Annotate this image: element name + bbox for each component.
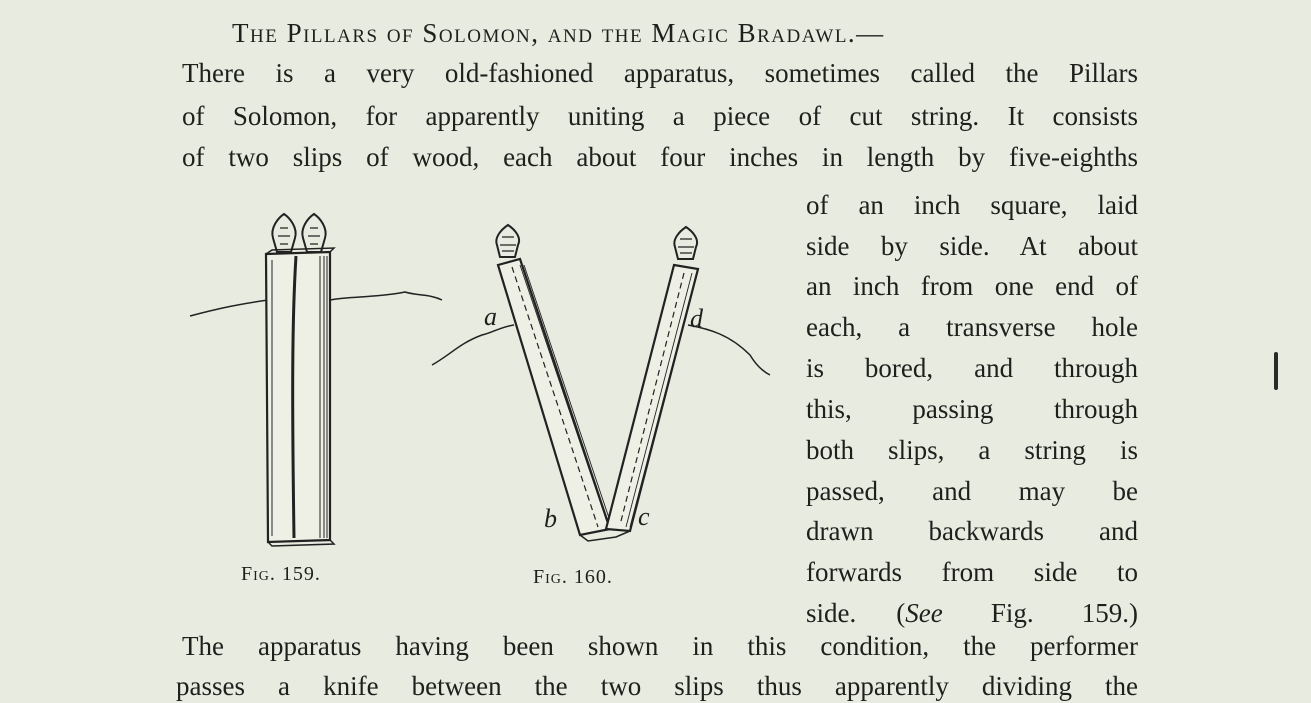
column-text-line: each, a transverse hole bbox=[806, 312, 1138, 342]
column-text-line: side by side. At about bbox=[806, 231, 1138, 261]
text-line: The apparatus having been shown in this condition, the performer bbox=[182, 631, 1138, 661]
text-line: There is a very old-fashioned apparatus, sometimes called the Pillars bbox=[182, 58, 1138, 88]
figure-160-caption: Fig. 160. bbox=[533, 566, 613, 588]
text-line: of two slips of wood, each about four inches in length by five-eighths bbox=[182, 142, 1138, 172]
figure-label-d: d bbox=[690, 304, 703, 333]
column-text-line: passed, and may be bbox=[806, 476, 1138, 506]
column-text-line: this, passing through bbox=[806, 394, 1138, 424]
column-text-line: both slips, a string is bbox=[806, 435, 1138, 465]
figure-label-a: a bbox=[484, 302, 497, 331]
column-text-line: forwards from side to bbox=[806, 557, 1138, 587]
column-text-line: of an inch square, laid bbox=[806, 190, 1138, 220]
column-text-line: is bored, and through bbox=[806, 353, 1138, 383]
section-heading: The Pillars of Solomon, and the Magic Bradawl.— bbox=[232, 18, 885, 48]
figure-reference: (See Fig. 159.) bbox=[896, 598, 1138, 628]
column-text-word: side. bbox=[806, 598, 857, 628]
text-line: passes a knife between the two slips thus apparently dividing the bbox=[176, 671, 1138, 701]
figure-label-c: c bbox=[638, 502, 650, 531]
figure-label-b: b bbox=[544, 504, 557, 533]
column-text-line bbox=[806, 596, 1138, 630]
figure-160-illustration bbox=[420, 215, 780, 555]
column-text-line: drawn backwards and bbox=[806, 516, 1138, 546]
figure-159-caption: Fig. 159. bbox=[241, 563, 321, 585]
page-edge-mark bbox=[1274, 352, 1278, 390]
column-text-line: an inch from one end of bbox=[806, 271, 1138, 301]
text-line: of Solomon, for apparently uniting a piece of cut string. It consists bbox=[182, 101, 1138, 131]
figure-159-illustration bbox=[180, 200, 460, 555]
